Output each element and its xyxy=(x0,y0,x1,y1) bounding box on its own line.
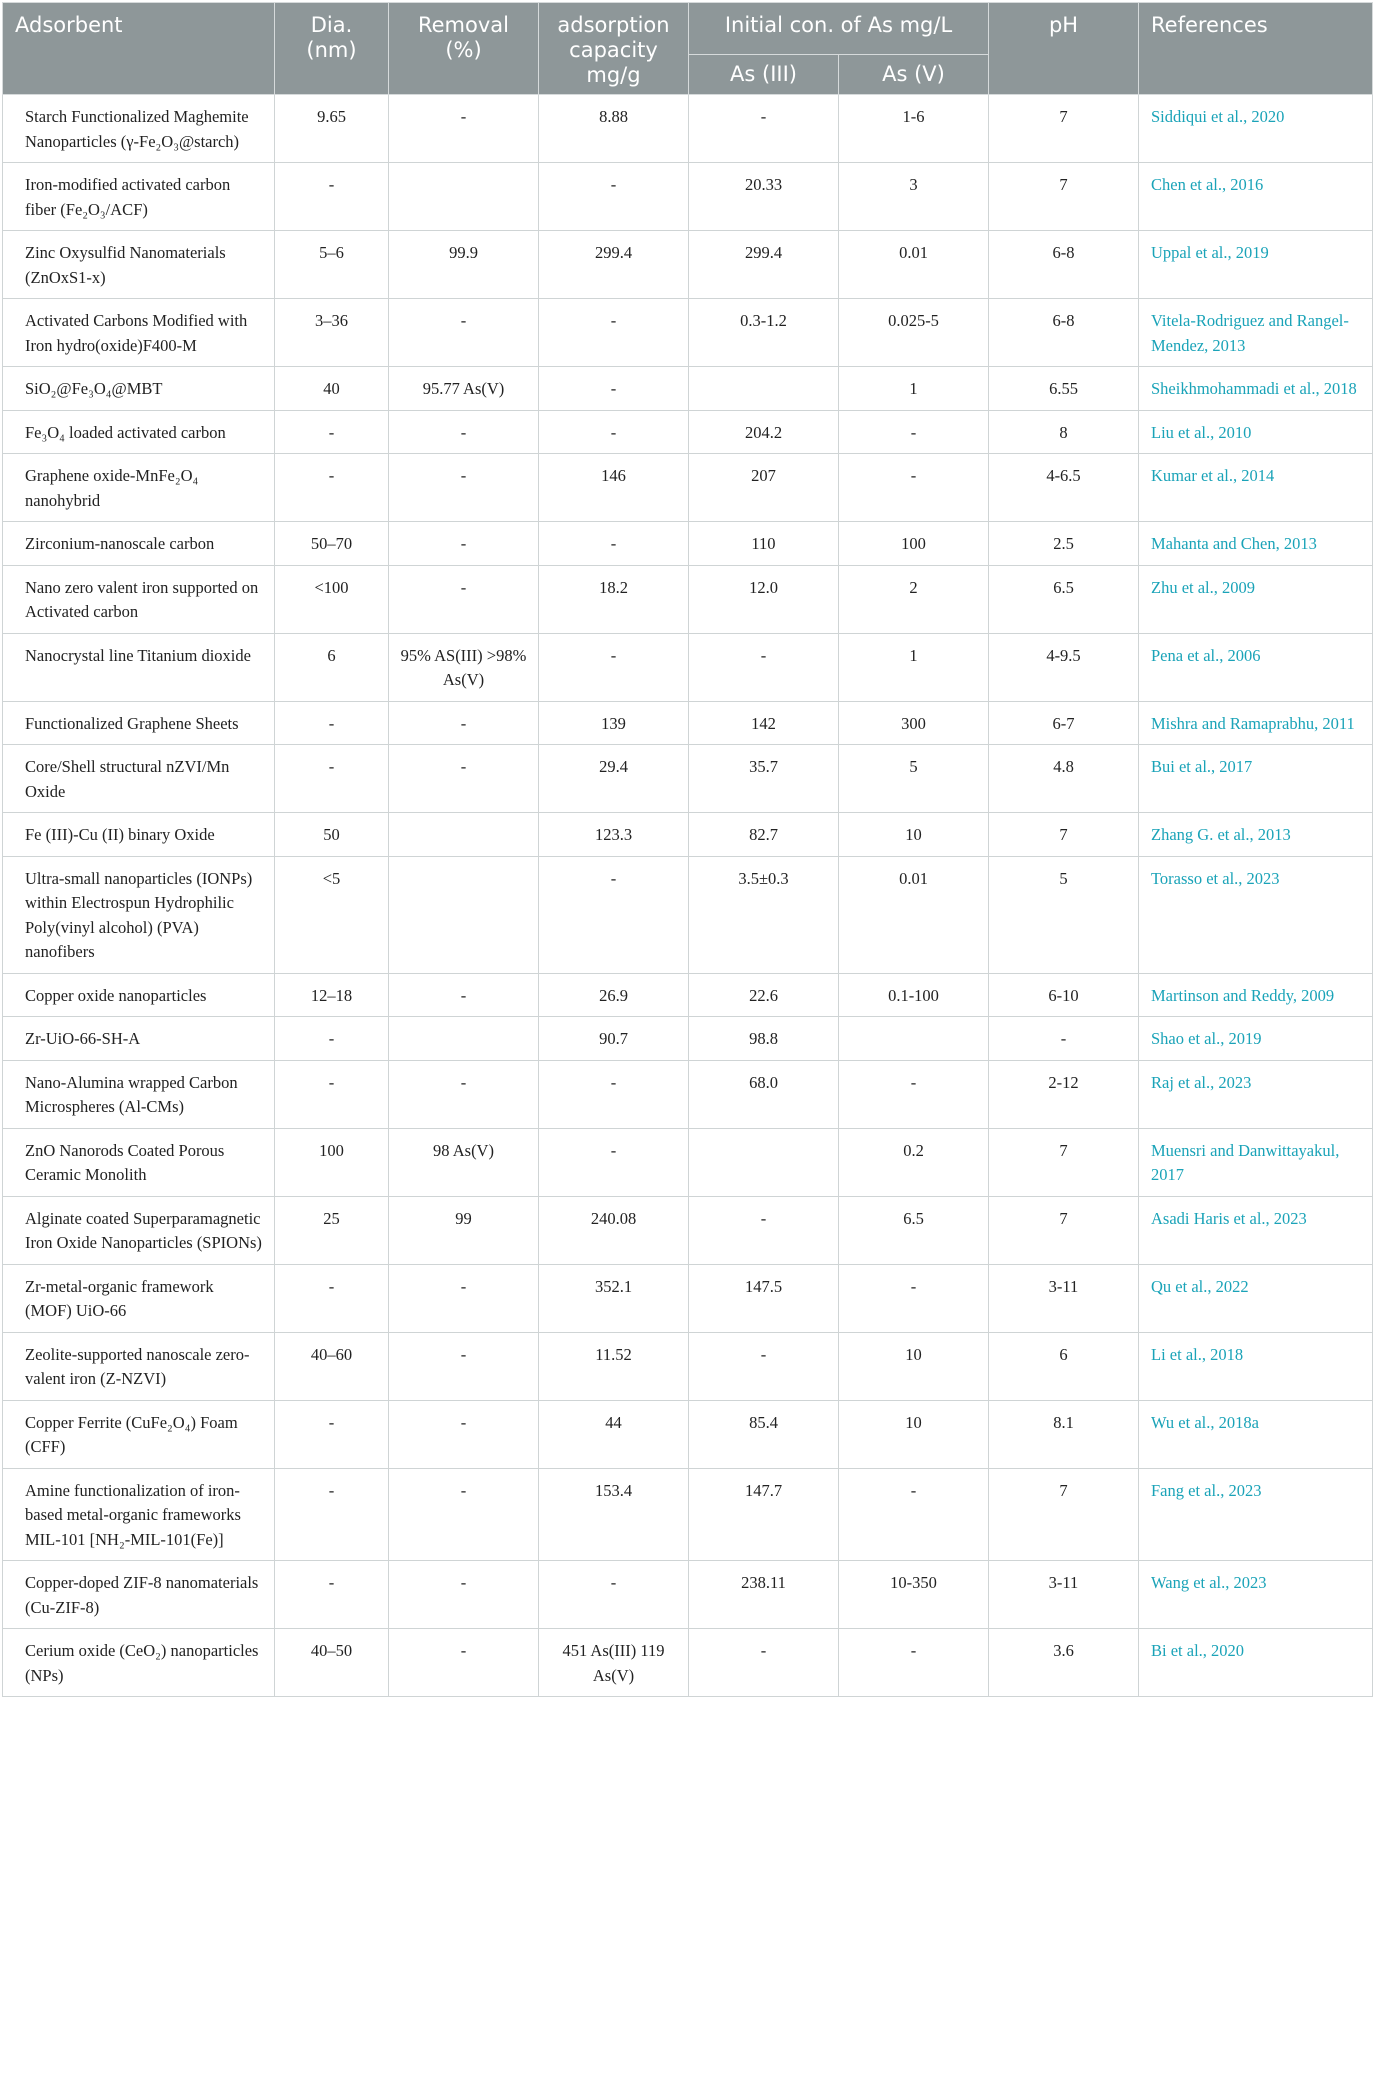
cell-adsorbent: Copper Ferrite (CuFe₂O₄) Foam (CFF) xyxy=(3,1400,275,1468)
cell-adsorption-capacity: 44 xyxy=(539,1400,689,1468)
cell-as-v xyxy=(839,1017,989,1061)
table-row xyxy=(3,1400,1373,1468)
cell-adsorption-capacity: - xyxy=(539,163,689,231)
cell-adsorbent: Copper oxide nanoparticles xyxy=(3,973,275,1017)
cell-as-iii: 20.33 xyxy=(689,163,839,231)
cell-as-iii: - xyxy=(689,95,839,163)
table-row xyxy=(3,231,1373,299)
cell-as-iii: 147.5 xyxy=(689,1264,839,1332)
cell-removal: - xyxy=(389,410,539,454)
cell-diameter: - xyxy=(275,745,389,813)
cell-diameter: - xyxy=(275,1400,389,1468)
cell-as-v: - xyxy=(839,410,989,454)
table-row xyxy=(3,367,1373,411)
cell-adsorbent: Functionalized Graphene Sheets xyxy=(3,701,275,745)
cell-removal: - xyxy=(389,973,539,1017)
table-row xyxy=(3,1060,1373,1128)
table-row xyxy=(3,163,1373,231)
cell-as-v: - xyxy=(839,1264,989,1332)
cell-reference-link[interactable]: Muensri and Danwittayakul, 2017 xyxy=(1139,1128,1373,1196)
cell-removal xyxy=(389,1017,539,1061)
table-row xyxy=(3,745,1373,813)
table-row xyxy=(3,1561,1373,1629)
cell-as-iii: 204.2 xyxy=(689,410,839,454)
cell-adsorption-capacity: 451 As(III) 119 As(V) xyxy=(539,1629,689,1697)
cell-ph: 4-9.5 xyxy=(989,633,1139,701)
cell-ph: 8.1 xyxy=(989,1400,1139,1468)
cell-adsorbent: Zr-metal-organic framework (MOF) UiO-66 xyxy=(3,1264,275,1332)
header-references: References xyxy=(1139,3,1373,95)
cell-reference-link[interactable]: Asadi Haris et al., 2023 xyxy=(1139,1196,1373,1264)
cell-ph: 6.55 xyxy=(989,367,1139,411)
cell-adsorption-capacity: - xyxy=(539,299,689,367)
cell-adsorption-capacity: 153.4 xyxy=(539,1468,689,1561)
cell-adsorbent: Starch Functionalized Maghemite Nanoparticles (γ-Fe₂O₃@starch) xyxy=(3,95,275,163)
cell-removal: - xyxy=(389,565,539,633)
cell-as-v: - xyxy=(839,1629,989,1697)
cell-adsorbent: Zr-UiO-66-SH-A xyxy=(3,1017,275,1061)
cell-reference-link[interactable]: Mishra and Ramaprabhu, 2011 xyxy=(1139,701,1373,745)
table-body xyxy=(3,95,1373,1697)
cell-adsorption-capacity: 139 xyxy=(539,701,689,745)
cell-ph: 4.8 xyxy=(989,745,1139,813)
header-removal: Removal (%) xyxy=(389,3,539,95)
table-row xyxy=(3,454,1373,522)
cell-as-iii: 98.8 xyxy=(689,1017,839,1061)
header-diameter: Dia. (nm) xyxy=(275,3,389,95)
cell-adsorption-capacity: - xyxy=(539,1561,689,1629)
cell-removal: - xyxy=(389,745,539,813)
cell-as-v: 1-6 xyxy=(839,95,989,163)
cell-as-iii: 207 xyxy=(689,454,839,522)
cell-adsorption-capacity: 11.52 xyxy=(539,1332,689,1400)
cell-adsorption-capacity: 240.08 xyxy=(539,1196,689,1264)
cell-adsorbent: Nano-Alumina wrapped Carbon Microspheres (Al-CMs) xyxy=(3,1060,275,1128)
cell-reference-link[interactable]: Shao et al., 2019 xyxy=(1139,1017,1373,1061)
cell-adsorption-capacity: 146 xyxy=(539,454,689,522)
cell-diameter: 50 xyxy=(275,813,389,857)
cell-ph: 7 xyxy=(989,95,1139,163)
cell-adsorbent: Graphene oxide-MnFe₂O₄ nanohybrid xyxy=(3,454,275,522)
cell-ph: 3.6 xyxy=(989,1629,1139,1697)
cell-as-v: 3 xyxy=(839,163,989,231)
cell-reference-link[interactable]: Fang et al., 2023 xyxy=(1139,1468,1373,1561)
cell-diameter: 5–6 xyxy=(275,231,389,299)
cell-removal xyxy=(389,813,539,857)
cell-adsorbent: SiO₂@Fe₃O₄@MBT xyxy=(3,367,275,411)
cell-ph: 8 xyxy=(989,410,1139,454)
header-as-iii: As (III) xyxy=(689,55,839,95)
table-row xyxy=(3,973,1373,1017)
cell-as-v: 300 xyxy=(839,701,989,745)
cell-adsorbent: Copper-doped ZIF-8 nanomaterials (Cu-ZIF-8) xyxy=(3,1561,275,1629)
cell-as-iii xyxy=(689,367,839,411)
cell-reference-link[interactable]: Siddiqui et al., 2020 xyxy=(1139,95,1373,163)
cell-ph: 5 xyxy=(989,856,1139,973)
cell-ph: - xyxy=(989,1017,1139,1061)
cell-removal: - xyxy=(389,95,539,163)
table-row xyxy=(3,1332,1373,1400)
cell-adsorption-capacity: - xyxy=(539,410,689,454)
cell-removal: - xyxy=(389,522,539,566)
cell-reference-link[interactable]: Uppal et al., 2019 xyxy=(1139,231,1373,299)
cell-as-iii: 3.5±0.3 xyxy=(689,856,839,973)
cell-as-v: - xyxy=(839,454,989,522)
cell-diameter: 9.65 xyxy=(275,95,389,163)
cell-removal: 99.9 xyxy=(389,231,539,299)
cell-as-iii: - xyxy=(689,1196,839,1264)
cell-ph: 4-6.5 xyxy=(989,454,1139,522)
cell-adsorption-capacity: 8.88 xyxy=(539,95,689,163)
cell-removal: - xyxy=(389,299,539,367)
cell-adsorbent: Ultra-small nanoparticles (IONPs) within Electrospun Hydrophilic Poly(vinyl alcohol) (PVA) nanofibers xyxy=(3,856,275,973)
table-row xyxy=(3,1017,1373,1061)
cell-reference-link[interactable]: Mahanta and Chen, 2013 xyxy=(1139,522,1373,566)
cell-diameter: 40 xyxy=(275,367,389,411)
cell-as-v: 6.5 xyxy=(839,1196,989,1264)
cell-adsorption-capacity: - xyxy=(539,856,689,973)
table-row xyxy=(3,1128,1373,1196)
cell-as-v: 10-350 xyxy=(839,1561,989,1629)
cell-ph: 7 xyxy=(989,1196,1139,1264)
cell-as-v: 1 xyxy=(839,367,989,411)
cell-removal: - xyxy=(389,1400,539,1468)
cell-diameter: - xyxy=(275,1060,389,1128)
cell-reference-link[interactable]: Bi et al., 2020 xyxy=(1139,1629,1373,1697)
cell-as-iii: - xyxy=(689,1332,839,1400)
cell-removal: 95% AS(III) >98% As(V) xyxy=(389,633,539,701)
cell-as-iii: 35.7 xyxy=(689,745,839,813)
cell-removal: - xyxy=(389,1060,539,1128)
cell-as-v: 1 xyxy=(839,633,989,701)
cell-ph: 2-12 xyxy=(989,1060,1139,1128)
cell-diameter: 40–50 xyxy=(275,1629,389,1697)
cell-diameter: 6 xyxy=(275,633,389,701)
cell-as-iii: - xyxy=(689,1629,839,1697)
cell-ph: 6 xyxy=(989,1332,1139,1400)
cell-as-iii: - xyxy=(689,633,839,701)
cell-removal xyxy=(389,856,539,973)
header-adsorption-capacity: adsorption capacity mg/g xyxy=(539,3,689,95)
header-row xyxy=(3,3,1373,55)
table-row xyxy=(3,1196,1373,1264)
table-row xyxy=(3,856,1373,973)
cell-as-v: 0.025-5 xyxy=(839,299,989,367)
cell-adsorbent: Iron-modified activated carbon fiber (Fe₂O₃/ACF) xyxy=(3,163,275,231)
cell-as-v: 0.01 xyxy=(839,856,989,973)
cell-adsorbent: Nanocrystal line Titanium dioxide xyxy=(3,633,275,701)
table-row xyxy=(3,1468,1373,1561)
cell-as-v: 0.2 xyxy=(839,1128,989,1196)
cell-removal: 98 As(V) xyxy=(389,1128,539,1196)
table-row xyxy=(3,813,1373,857)
cell-as-v: 100 xyxy=(839,522,989,566)
cell-adsorption-capacity: 26.9 xyxy=(539,973,689,1017)
cell-adsorbent: Zinc Oxysulfid Nanomaterials (ZnOxS1-x) xyxy=(3,231,275,299)
cell-ph: 7 xyxy=(989,163,1139,231)
cell-ph: 6-8 xyxy=(989,231,1139,299)
cell-as-v: 0.01 xyxy=(839,231,989,299)
cell-reference-link[interactable]: Pena et al., 2006 xyxy=(1139,633,1373,701)
cell-adsorption-capacity: 299.4 xyxy=(539,231,689,299)
cell-diameter: - xyxy=(275,410,389,454)
cell-adsorption-capacity: - xyxy=(539,522,689,566)
cell-adsorbent: Alginate coated Superparamagnetic Iron Oxide Nanoparticles (SPIONs) xyxy=(3,1196,275,1264)
cell-as-v: 5 xyxy=(839,745,989,813)
cell-adsorbent: Zirconium-nanoscale carbon xyxy=(3,522,275,566)
cell-adsorption-capacity: 123.3 xyxy=(539,813,689,857)
cell-as-v: - xyxy=(839,1060,989,1128)
cell-reference-link[interactable]: Wang et al., 2023 xyxy=(1139,1561,1373,1629)
cell-removal: - xyxy=(389,701,539,745)
cell-as-iii: 85.4 xyxy=(689,1400,839,1468)
cell-adsorbent: Amine functionalization of iron-based metal-organic frameworks MIL-101 [NH₂-MIL-101(Fe)] xyxy=(3,1468,275,1561)
table-row xyxy=(3,1629,1373,1697)
cell-reference-link[interactable]: Wu et al., 2018a xyxy=(1139,1400,1373,1468)
cell-diameter: - xyxy=(275,1561,389,1629)
cell-reference-link[interactable]: Bui et al., 2017 xyxy=(1139,745,1373,813)
cell-adsorbent: Nano zero valent iron supported on Activated carbon xyxy=(3,565,275,633)
header-adsorbent: Adsorbent xyxy=(3,3,275,95)
cell-ph: 7 xyxy=(989,1128,1139,1196)
cell-adsorption-capacity: 90.7 xyxy=(539,1017,689,1061)
cell-adsorption-capacity: - xyxy=(539,1128,689,1196)
cell-adsorbent: Fe₃O₄ loaded activated carbon xyxy=(3,410,275,454)
cell-as-v: - xyxy=(839,1468,989,1561)
cell-diameter: - xyxy=(275,1264,389,1332)
cell-adsorption-capacity: - xyxy=(539,1060,689,1128)
cell-diameter: <5 xyxy=(275,856,389,973)
cell-adsorbent: Cerium oxide (CeO₂) nanoparticles (NPs) xyxy=(3,1629,275,1697)
cell-adsorbent: Fe (III)-Cu (II) binary Oxide xyxy=(3,813,275,857)
cell-reference-link[interactable]: Torasso et al., 2023 xyxy=(1139,856,1373,973)
cell-removal: 99 xyxy=(389,1196,539,1264)
cell-reference-link[interactable]: Vitela-Rodriguez and Rangel-Mendez, 2013 xyxy=(1139,299,1373,367)
table-header xyxy=(3,3,1373,95)
cell-as-iii: 82.7 xyxy=(689,813,839,857)
cell-diameter: <100 xyxy=(275,565,389,633)
cell-ph: 3-11 xyxy=(989,1264,1139,1332)
cell-diameter: 12–18 xyxy=(275,973,389,1017)
cell-as-iii: 110 xyxy=(689,522,839,566)
table-row xyxy=(3,299,1373,367)
cell-adsorbent: Zeolite-supported nanoscale zero-valent iron (Z-NZVI) xyxy=(3,1332,275,1400)
cell-as-iii: 12.0 xyxy=(689,565,839,633)
cell-ph: 2.5 xyxy=(989,522,1139,566)
cell-adsorption-capacity: - xyxy=(539,367,689,411)
header-ph: pH xyxy=(989,3,1139,95)
cell-diameter: 3–36 xyxy=(275,299,389,367)
cell-removal: - xyxy=(389,1561,539,1629)
cell-as-iii: 68.0 xyxy=(689,1060,839,1128)
cell-ph: 7 xyxy=(989,1468,1139,1561)
cell-ph: 6-8 xyxy=(989,299,1139,367)
cell-diameter: 40–60 xyxy=(275,1332,389,1400)
cell-removal: - xyxy=(389,1332,539,1400)
cell-reference-link[interactable]: Raj et al., 2023 xyxy=(1139,1060,1373,1128)
header-initial-concentration: Initial con. of As mg/L xyxy=(689,3,989,55)
cell-as-iii: 0.3-1.2 xyxy=(689,299,839,367)
cell-as-v: 10 xyxy=(839,813,989,857)
cell-removal: 95.77 As(V) xyxy=(389,367,539,411)
cell-adsorption-capacity: 18.2 xyxy=(539,565,689,633)
header-as-v: As (V) xyxy=(839,55,989,95)
cell-as-iii: 238.11 xyxy=(689,1561,839,1629)
cell-adsorption-capacity: 352.1 xyxy=(539,1264,689,1332)
cell-ph: 6-7 xyxy=(989,701,1139,745)
cell-as-v: 10 xyxy=(839,1400,989,1468)
cell-diameter: 25 xyxy=(275,1196,389,1264)
cell-reference-link[interactable]: Zhang G. et al., 2013 xyxy=(1139,813,1373,857)
cell-ph: 3-11 xyxy=(989,1561,1139,1629)
cell-reference-link[interactable]: Liu et al., 2010 xyxy=(1139,410,1373,454)
cell-as-iii: 22.6 xyxy=(689,973,839,1017)
table-container xyxy=(2,2,1372,1697)
cell-ph: 6-10 xyxy=(989,973,1139,1017)
cell-as-iii: 147.7 xyxy=(689,1468,839,1561)
cell-reference-link[interactable]: Kumar et al., 2014 xyxy=(1139,454,1373,522)
table-row xyxy=(3,522,1373,566)
table-row xyxy=(3,701,1373,745)
cell-reference-link[interactable]: Martinson and Reddy, 2009 xyxy=(1139,973,1373,1017)
cell-adsorbent: Activated Carbons Modified with Iron hydro(oxide)F400-M xyxy=(3,299,275,367)
cell-as-iii xyxy=(689,1128,839,1196)
table-row xyxy=(3,410,1373,454)
cell-removal: - xyxy=(389,1468,539,1561)
cell-reference-link[interactable]: Chen et al., 2016 xyxy=(1139,163,1373,231)
cell-reference-link[interactable]: Li et al., 2018 xyxy=(1139,1332,1373,1400)
cell-ph: 6.5 xyxy=(989,565,1139,633)
cell-reference-link[interactable]: Sheikhmohammadi et al., 2018 xyxy=(1139,367,1373,411)
cell-adsorbent: Core/Shell structural nZVI/Mn Oxide xyxy=(3,745,275,813)
table-row xyxy=(3,95,1373,163)
table-row xyxy=(3,633,1373,701)
cell-adsorbent: ZnO Nanorods Coated Porous Ceramic Monolith xyxy=(3,1128,275,1196)
table-row xyxy=(3,565,1373,633)
cell-as-iii: 299.4 xyxy=(689,231,839,299)
cell-diameter: - xyxy=(275,454,389,522)
cell-removal xyxy=(389,163,539,231)
cell-removal: - xyxy=(389,1264,539,1332)
table-row xyxy=(3,1264,1373,1332)
cell-reference-link[interactable]: Zhu et al., 2009 xyxy=(1139,565,1373,633)
cell-diameter: 50–70 xyxy=(275,522,389,566)
cell-diameter: 100 xyxy=(275,1128,389,1196)
cell-removal: - xyxy=(389,454,539,522)
cell-ph: 7 xyxy=(989,813,1139,857)
cell-diameter: - xyxy=(275,163,389,231)
cell-as-v: 2 xyxy=(839,565,989,633)
cell-diameter: - xyxy=(275,1017,389,1061)
cell-as-iii: 142 xyxy=(689,701,839,745)
adsorbent-comparison-table xyxy=(2,2,1373,1697)
cell-reference-link[interactable]: Qu et al., 2022 xyxy=(1139,1264,1373,1332)
cell-as-v: 10 xyxy=(839,1332,989,1400)
cell-diameter: - xyxy=(275,1468,389,1561)
cell-removal: - xyxy=(389,1629,539,1697)
cell-adsorption-capacity: - xyxy=(539,633,689,701)
cell-as-v: 0.1-100 xyxy=(839,973,989,1017)
cell-adsorption-capacity: 29.4 xyxy=(539,745,689,813)
cell-diameter: - xyxy=(275,701,389,745)
